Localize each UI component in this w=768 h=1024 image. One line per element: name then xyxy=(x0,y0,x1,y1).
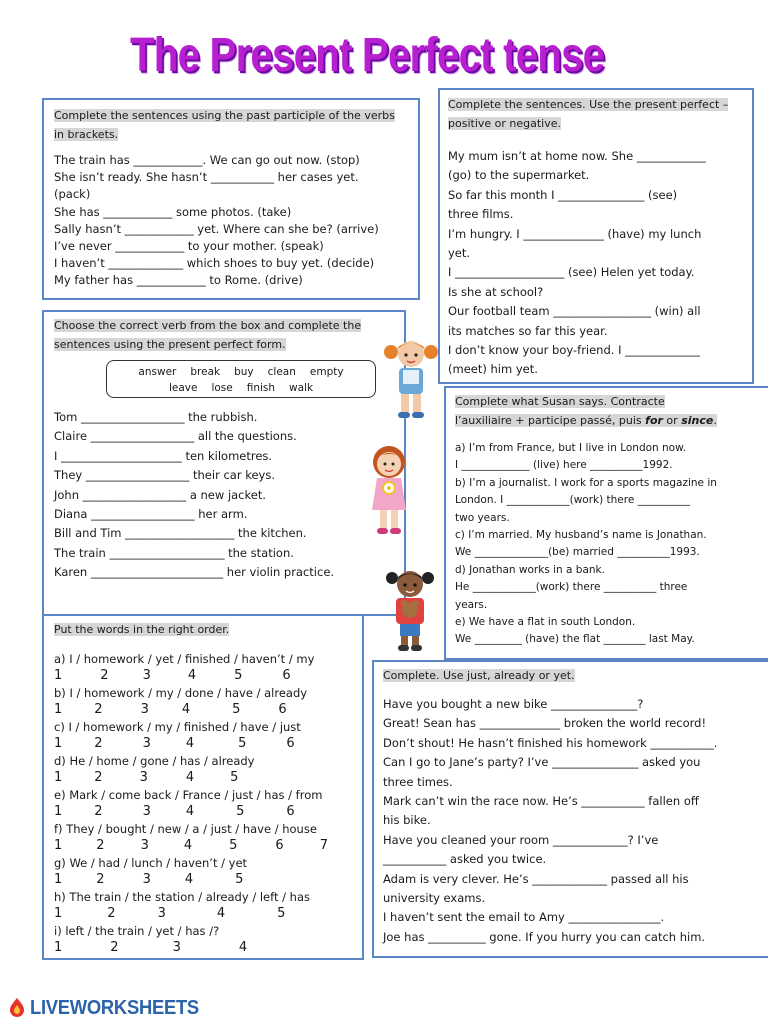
sentence-line: Adam is very clever. He’s _____________ passed all his xyxy=(383,871,689,886)
exercise-word-order xyxy=(42,614,364,960)
sentence-line: Karen _______________________ her violin practice. xyxy=(54,565,335,580)
verb-option: break xyxy=(190,366,221,378)
exercise-items xyxy=(54,651,352,957)
word-number: 4 xyxy=(185,736,195,751)
word-number: 4 xyxy=(185,804,195,819)
exercise-just-already-yet xyxy=(372,660,768,958)
sentence-line: I’m hungry. I ______________ (have) my lunch xyxy=(448,226,702,241)
word-number-row xyxy=(54,905,352,923)
word-number: 1 xyxy=(54,804,63,819)
word-number: 5 xyxy=(277,906,286,921)
sentence-line: Joe has __________ gone. If you hurry you can catch him. xyxy=(383,929,706,944)
sentence-line: I ___________________ (see) Helen yet today. xyxy=(448,265,695,280)
word-number: 4 xyxy=(185,770,195,785)
sentence-line: I _____________ (live) here __________1992. xyxy=(455,459,673,472)
verb-option: finish xyxy=(246,382,276,394)
word-number-row xyxy=(54,871,352,889)
word-number: 5 xyxy=(232,702,241,717)
word-number: 1 xyxy=(54,872,63,887)
word-number: 3 xyxy=(142,736,151,751)
word-order-question: c) I / homework / my / finished / have / just xyxy=(54,720,301,734)
word-number: 5 xyxy=(235,872,244,887)
sentence-line: London. I ____________(work) there __________ xyxy=(455,494,691,507)
liveworksheets-logo-icon xyxy=(6,997,28,1019)
word-number: 1 xyxy=(54,702,63,717)
exercise-for-since xyxy=(444,386,768,660)
verb-option: walk xyxy=(289,382,314,394)
exercise-past-participle xyxy=(42,98,420,300)
word-number: 6 xyxy=(286,736,295,751)
verb-option: leave xyxy=(168,382,198,394)
sentence-line: I _____________________ ten kilometres. xyxy=(54,448,273,463)
word-number-row xyxy=(54,803,352,821)
verb-option: lose xyxy=(211,382,233,394)
word-number: 6 xyxy=(286,804,295,819)
word-number-row xyxy=(54,939,352,957)
word-number: 1 xyxy=(54,736,63,751)
sentence-line: e) We have a flat in south London. xyxy=(455,616,636,629)
word-number: 5 xyxy=(238,736,247,751)
sentence-line: university exams. xyxy=(383,891,486,906)
girl-flower-illustration xyxy=(366,444,412,536)
word-number: 2 xyxy=(110,940,119,955)
verb-option: clean xyxy=(267,366,296,378)
exercise-instruction: Complete. Use just, already or yet. xyxy=(383,669,575,682)
verb-row xyxy=(107,364,375,380)
word-number: 7 xyxy=(319,838,328,853)
sentence-line: Tom __________________ the rubbish. xyxy=(54,410,258,424)
sentence-line: two years. xyxy=(455,511,510,524)
word-order-question: e) Mark / come back / France / just / has / from xyxy=(54,788,323,802)
exercise-lines xyxy=(54,152,408,290)
exercise-lines xyxy=(383,695,761,947)
word-order-question: d) He / home / gone / has / already xyxy=(54,754,255,768)
word-number: 3 xyxy=(142,668,151,683)
sentence-line: I don’t know your boy-friend. I _____________ xyxy=(448,343,700,358)
word-number: 4 xyxy=(183,838,193,853)
sentence-line: a) I’m from France, but I live in London now. xyxy=(455,442,687,454)
word-number: 3 xyxy=(140,702,149,717)
sentence-line: his bike. xyxy=(383,813,431,828)
word-order-question: g) We / had / lunch / haven’t / yet xyxy=(54,856,248,870)
sentence-line: We ______________(be) married __________1993. xyxy=(455,546,700,559)
exercise-instruction-cont: l’auxiliaire + participe passé, puis xyxy=(455,414,646,427)
sentence-line: Have you cleaned your room _____________? I’ve xyxy=(383,832,659,847)
sentence-line: three times. xyxy=(383,774,453,789)
word-number: 5 xyxy=(230,770,239,785)
verb-option: empty xyxy=(309,366,344,378)
word-order-question: i) left / the train / yet / has /? xyxy=(54,924,220,938)
sentence-line: ___________ asked you twice. xyxy=(383,852,547,867)
word-number: 1 xyxy=(54,770,63,785)
word-number: 2 xyxy=(96,872,105,887)
sentence-line: (meet) him yet. xyxy=(448,362,538,377)
exercise-lines xyxy=(455,440,765,649)
word-number: 1 xyxy=(54,940,63,955)
keyword-since: since xyxy=(681,414,714,427)
word-number: 2 xyxy=(107,906,116,921)
verb-option: buy xyxy=(234,366,254,378)
word-number: 6 xyxy=(278,702,287,717)
sentence-line: c) I’m married. My husband’s name is Jonathan. xyxy=(455,529,707,542)
word-number: 4 xyxy=(184,872,194,887)
sentence-line: its matches so far this year. xyxy=(448,323,608,338)
sentence-line: Bill and Tim ___________________ the kitchen. xyxy=(54,526,307,541)
sentence-line: d) Jonathan works in a bank. xyxy=(455,563,605,576)
word-number: 3 xyxy=(139,770,148,785)
sentence-line: The train ____________________ the station. xyxy=(54,545,294,560)
girl-teddy-illustration xyxy=(384,566,436,652)
sentence-line: I haven’t _____________ which shoes to buy yet. (decide) xyxy=(54,256,375,271)
verb-box xyxy=(106,360,376,398)
sentence-line: So far this month I _______________ (see) xyxy=(448,187,678,202)
sentence-line: Have you bought a new bike _______________? xyxy=(383,697,644,711)
sentence-line: Can I go to Jane’s party? I’ve _______________ asked you xyxy=(383,755,701,770)
sentence-line: Don’t shout! He hasn’t finished his homework ___________. xyxy=(383,735,718,750)
exercise-lines xyxy=(54,408,394,583)
sentence-line: I’ve never ____________ to your mother. (speak) xyxy=(54,239,324,254)
word-order-question: h) The train / the station / already / left / has xyxy=(54,890,310,904)
sentence-line: She has ____________ some photos. (take) xyxy=(54,204,292,219)
keyword-end: . xyxy=(713,414,717,427)
sentence-line: I haven’t sent the email to Amy ________________. xyxy=(383,910,665,925)
word-number: 3 xyxy=(142,804,151,819)
word-number: 1 xyxy=(54,668,63,683)
sentence-line: Claire __________________ all the questions. xyxy=(54,429,297,444)
word-number-row xyxy=(54,667,352,685)
girl-pigtails-illustration xyxy=(383,336,439,422)
exercise-positive-negative xyxy=(438,88,754,384)
sentence-line: years. xyxy=(455,598,488,611)
word-number: 3 xyxy=(172,940,181,955)
word-number: 4 xyxy=(216,906,226,921)
page-title: The Present Perfect tense xyxy=(130,29,605,82)
sentence-line: The train has ____________. We can go out now. (stop) xyxy=(54,153,360,167)
sentence-line: Great! Sean has ______________ broken the world record! xyxy=(383,716,707,731)
exercise-lines xyxy=(448,147,744,380)
word-number: 5 xyxy=(234,668,243,683)
word-number: 6 xyxy=(275,838,284,853)
word-number-row xyxy=(54,837,352,855)
word-number: 4 xyxy=(238,940,248,955)
sentence-line: John __________________ a new jacket. xyxy=(54,487,266,502)
word-number: 2 xyxy=(94,702,103,717)
keyword-or: or xyxy=(662,414,682,427)
exercise-instruction: Complete the sentences using the past participle of the verbs in brackets. xyxy=(54,109,395,141)
logo-text: LIVEWORKSHEETS xyxy=(30,996,199,1019)
word-order-question: f) They / bought / new / a / just / have / house xyxy=(54,822,317,836)
sentence-line: three films. xyxy=(448,207,514,222)
sentence-line: (go) to the supermarket. xyxy=(448,168,590,183)
word-number: 5 xyxy=(236,804,245,819)
sentence-line: My father has ____________ to Rome. (drive) xyxy=(54,273,303,288)
sentence-line: yet. xyxy=(448,246,471,261)
word-order-question: a) I / homework / yet / finished / haven’t / my xyxy=(54,652,315,666)
word-number: 3 xyxy=(157,906,166,921)
sentence-line: Diana __________________ her arm. xyxy=(54,507,248,522)
word-number: 1 xyxy=(54,906,63,921)
word-number: 2 xyxy=(94,804,103,819)
sentence-line: Our football team _________________ (win) all xyxy=(448,304,701,319)
exercise-instruction: Put the words in the right order. xyxy=(54,623,230,636)
word-number-row xyxy=(54,769,352,787)
word-number: 2 xyxy=(96,838,105,853)
sentence-line: My mum isn’t at home now. She ____________ xyxy=(448,149,706,163)
sentence-line: He ____________(work) there __________ three xyxy=(455,581,688,594)
word-number: 3 xyxy=(140,838,149,853)
word-number: 2 xyxy=(94,770,103,785)
word-number: 2 xyxy=(94,736,103,751)
word-number-row xyxy=(54,735,352,753)
word-number: 5 xyxy=(229,838,238,853)
exercise-verb-box xyxy=(42,310,406,616)
sentence-line: Sally hasn’t ____________ yet. Where can she be? (arrive) xyxy=(54,221,379,236)
exercise-instruction: Complete what Susan says. Contracte xyxy=(455,395,665,408)
sentence-line: (pack) xyxy=(54,187,91,202)
word-order-question: b) I / homework / my / done / have / already xyxy=(54,686,308,700)
word-number: 1 xyxy=(54,838,63,853)
sentence-line: b) I’m a journalist. I work for a sports magazine in xyxy=(455,476,717,489)
word-number: 4 xyxy=(181,702,191,717)
word-number: 2 xyxy=(100,668,109,683)
liveworksheets-logo xyxy=(6,995,214,1021)
exercise-instruction: Complete the sentences. Use the present perfect – positive or negative. xyxy=(448,98,729,130)
sentence-line: She isn’t ready. She hasn’t ___________ her cases yet. xyxy=(54,170,359,185)
sentence-line: They __________________ their car keys. xyxy=(54,468,275,483)
sentence-line: Is she at school? xyxy=(448,284,544,299)
exercise-instruction: Choose the correct verb from the box and complete the sentences using the present perfect form. xyxy=(54,319,362,351)
verb-row xyxy=(107,380,375,396)
word-number: 3 xyxy=(142,872,151,887)
word-number: 4 xyxy=(187,668,197,683)
verb-option: answer xyxy=(138,366,177,378)
sentence-line: We _________ (have) the flat ________ last May. xyxy=(455,633,695,646)
keyword-for: for xyxy=(645,414,663,427)
word-number-row xyxy=(54,701,352,719)
sentence-line: Mark can’t win the race now. He’s ___________ fallen off xyxy=(383,794,699,809)
word-number: 6 xyxy=(282,668,291,683)
